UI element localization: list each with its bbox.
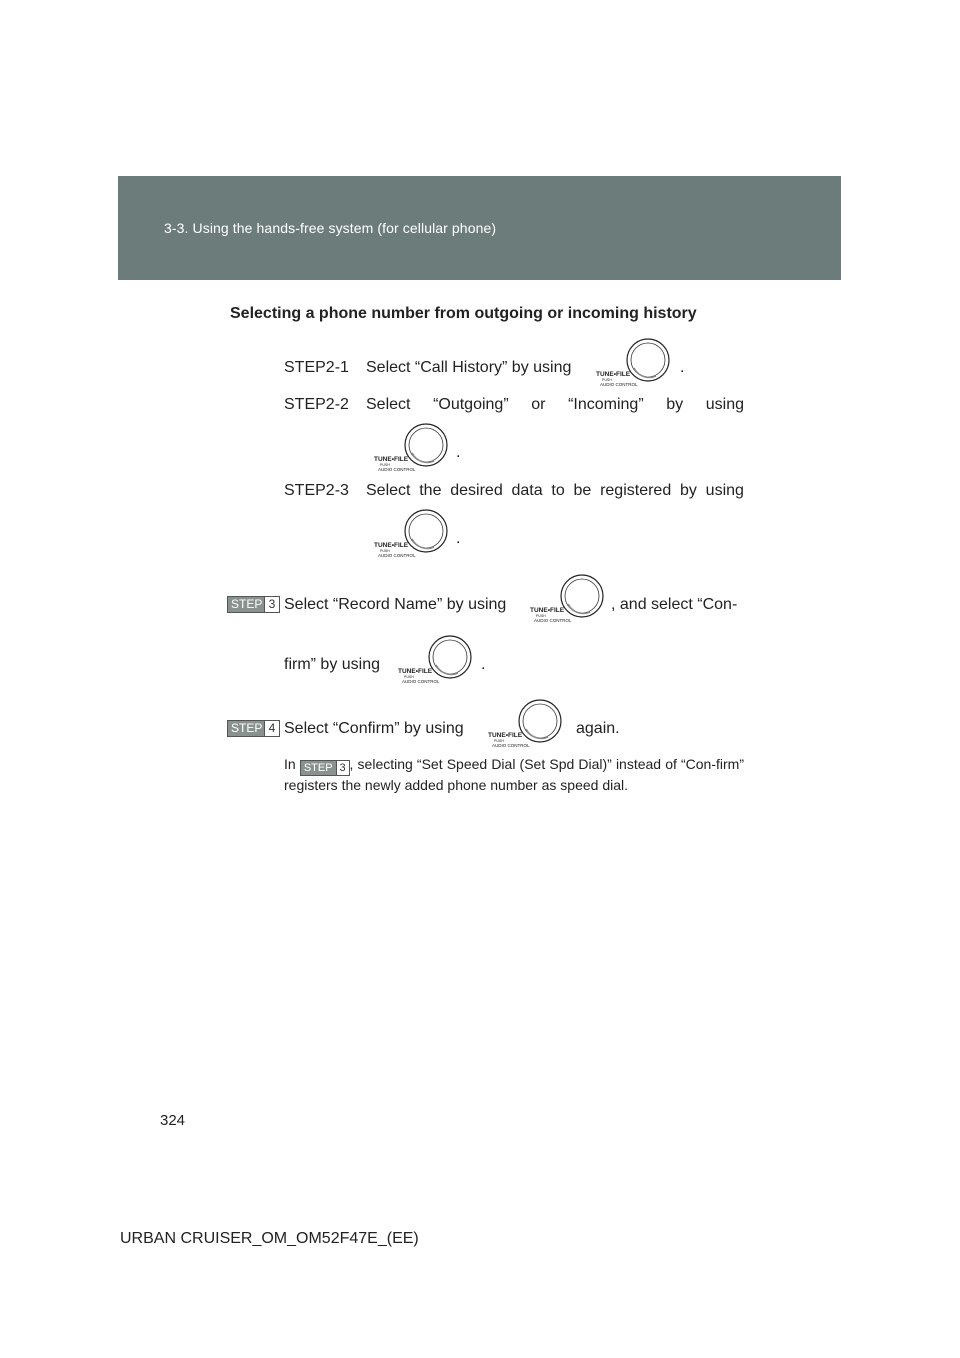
step-badge-word: STEP — [231, 721, 263, 735]
knob-label-audio: AUDIO CONTROL — [378, 467, 416, 472]
knob-graphic — [596, 338, 686, 388]
word: desired — [450, 482, 503, 499]
document-footer: URBAN CRUISER_OM_OM52F47E_(EE) — [120, 1230, 419, 1247]
knob-label-push: PUSH — [536, 614, 546, 618]
note-pre: In — [284, 756, 296, 772]
knob-label-main: TUNE•FILE — [488, 732, 523, 739]
substep-2-3-end: . — [456, 530, 461, 547]
tune-file-knob-icon — [488, 699, 578, 749]
knob-label-main: TUNE•FILE — [374, 456, 409, 463]
word: Select — [366, 396, 411, 413]
word: or — [531, 396, 546, 413]
knob-graphic — [530, 574, 620, 624]
tune-file-knob-icon — [530, 574, 620, 624]
knob-label-push: PUSH — [380, 463, 390, 467]
knob-label-audio: AUDIO CONTROL — [534, 618, 572, 623]
step-badge-number: 3 — [264, 597, 279, 612]
word: “Outgoing” — [433, 396, 509, 413]
knob-label-main: TUNE•FILE — [530, 607, 565, 614]
tune-file-knob-icon — [374, 423, 464, 473]
step-4-badge — [227, 720, 280, 737]
note-paragraph — [284, 755, 744, 795]
tune-file-knob-icon — [398, 635, 488, 685]
substep-2-1-end: . — [680, 359, 685, 376]
step-3-badge — [227, 596, 280, 613]
knob-label-main: TUNE•FILE — [596, 371, 631, 378]
step-badge-number: 4 — [264, 721, 279, 736]
step-3-text-a: Select “Record Name” by using — [284, 596, 507, 613]
step-badge-number: 3 — [336, 761, 349, 775]
knob-label-main: TUNE•FILE — [374, 542, 409, 549]
step-3-text-b: , and select “Con- — [611, 596, 738, 613]
substep-2-2-end: . — [456, 444, 461, 461]
word: “Incoming” — [568, 396, 644, 413]
word: to — [551, 482, 565, 499]
step-4-text-b: again. — [576, 720, 620, 737]
substep-2-1-text: Select “Call History” by using — [366, 359, 572, 376]
step-4-text-a: Select “Confirm” by using — [284, 720, 464, 737]
knob-label-audio: AUDIO CONTROL — [600, 382, 638, 387]
word: by — [666, 396, 684, 413]
knob-graphic — [374, 423, 464, 473]
knob-label-push: PUSH — [404, 675, 414, 679]
knob-label-push: PUSH — [380, 549, 390, 553]
section-title: 3-3. Using the hands-free system (for cellular phone) — [164, 220, 497, 236]
knob-graphic — [374, 509, 464, 559]
substep-2-3-label: STEP2-3 — [284, 482, 349, 499]
word: using — [705, 396, 744, 413]
word: Select — [366, 482, 411, 499]
substep-2-3-text — [366, 482, 744, 500]
page-title: Selecting a phone number from outgoing or incoming history — [230, 305, 697, 322]
word: by — [680, 482, 697, 499]
word: be — [573, 482, 592, 499]
step-badge-word: STEP — [231, 597, 263, 611]
substep-2-2-text — [366, 396, 744, 414]
knob-graphic — [398, 635, 488, 685]
word: registered — [600, 482, 672, 499]
substep-2-1-label: STEP2-1 — [284, 359, 349, 376]
knob-label-main: TUNE•FILE — [398, 668, 433, 675]
word: using — [705, 482, 744, 499]
word: the — [419, 482, 442, 499]
knob-label-audio: AUDIO CONTROL — [402, 679, 440, 684]
step-3-text-c: firm” by using — [284, 656, 381, 673]
section-header-band — [118, 176, 841, 280]
tune-file-knob-icon — [374, 509, 464, 559]
step-3-end: . — [481, 656, 486, 673]
tune-file-knob-icon — [596, 338, 686, 388]
knob-label-push: PUSH — [494, 739, 504, 743]
knob-label-push: PUSH — [602, 378, 612, 382]
knob-graphic — [488, 699, 578, 749]
step-badge-word: STEP — [303, 762, 333, 774]
knob-label-audio: AUDIO CONTROL — [378, 553, 416, 558]
knob-label-audio: AUDIO CONTROL — [492, 743, 530, 748]
page-number: 324 — [160, 1112, 186, 1129]
note-post: , selecting “Set Speed Dial (Set Spd Dial)” instead of “Con-firm” registers the newly added phone number as speed dial. — [284, 756, 744, 793]
word: data — [511, 482, 543, 499]
substep-2-2-label: STEP2-2 — [284, 396, 349, 413]
note-step-badge — [300, 760, 350, 776]
